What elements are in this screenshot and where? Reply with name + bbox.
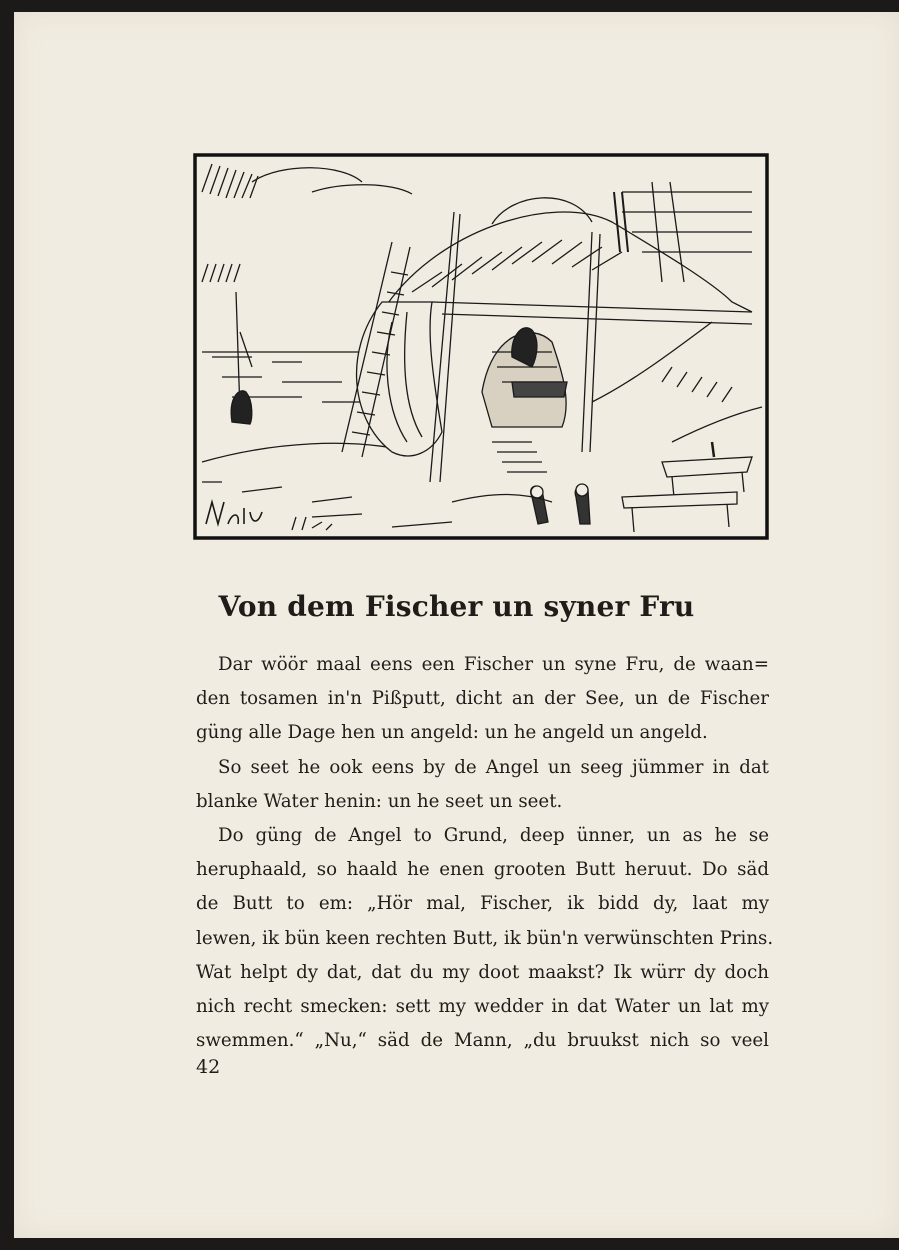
text-line: heruphaald, so haald he enen grooten Butt heruut. Do säd <box>196 859 769 881</box>
text-line: de Butt to em: „Hör mal, Fischer, ik bidd dy, laat my <box>196 893 769 915</box>
text-line: blanke Water henin: un he seet un seet. <box>196 790 563 812</box>
text-line: lewen, ik bün keen rechten Butt, ik bün'n verwünschten Prins. <box>196 927 774 949</box>
text-line: güng alle Dage hen un angeld: un he angeld un angeld. <box>196 722 708 744</box>
paragraph <box>196 819 774 1058</box>
text-line: nich recht smecken: sett my wedder in dat Water un lat my <box>196 996 769 1018</box>
text-line: Wat helpt dy dat, dat du my doot maakst? Ik würr dy doch <box>196 961 769 983</box>
story-title: Von dem Fischer un syner Fru <box>218 590 695 623</box>
text-line: Do güng de Angel to Grund, deep ünner, un as he se <box>218 825 769 847</box>
woodcut-illustration <box>192 152 770 541</box>
text-line: Dar wöör maal eens een Fischer un syne Fru, de waan= <box>218 654 769 675</box>
text-line: swemmen.“ „Nu,“ säd de Mann, „du bruukst nich so veel <box>196 1030 769 1052</box>
paragraph <box>196 751 769 819</box>
book-page <box>14 12 899 1238</box>
text-line: So seet he ook eens by de Angel un seeg jümmer in dat <box>218 756 769 778</box>
fisherman-hut-drawing <box>192 152 770 541</box>
story-text <box>196 648 774 1058</box>
text-line: den tosamen in'n Pißputt, dicht an der See, un de Fischer <box>196 688 769 710</box>
page-number: 42 <box>196 1056 221 1078</box>
paragraph <box>196 648 769 751</box>
